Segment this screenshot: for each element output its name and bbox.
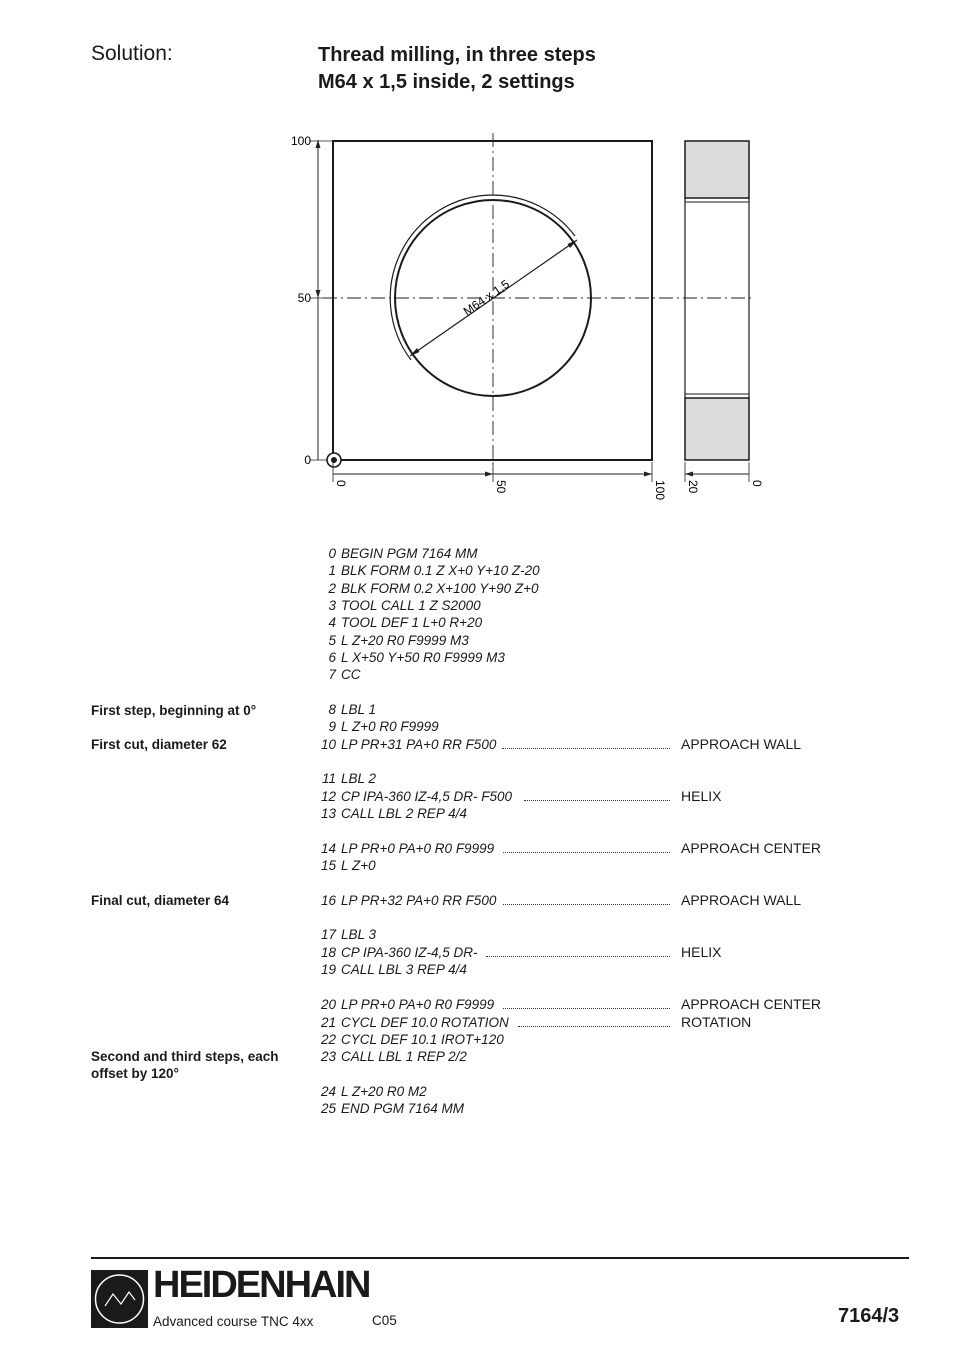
program-line: 18 CP IPA-360 IZ-4,5 DR- HELIX	[320, 944, 722, 960]
program-line: 20 LP PR+0 PA+0 R0 F9999 APPROACH CENTER	[320, 996, 822, 1012]
program-line: 24 L Z+20 R0 M2	[320, 1084, 427, 1099]
program-line: 2 BLK FORM 0.2 X+100 Y+90 Z+0	[328, 581, 539, 596]
technical-drawing	[0, 0, 954, 520]
side-label-first-step: First step, beginning at 0°	[91, 703, 257, 718]
program-line: 16 LP PR+32 PA+0 RR F500 APPROACH WALL	[320, 892, 802, 908]
side-view-bottom-block	[685, 398, 749, 460]
program-line: 15 L Z+0	[320, 858, 376, 873]
program-line: 7 CC	[328, 667, 361, 682]
program-line: 17 LBL 3	[320, 927, 377, 942]
program-line: 21 CYCL DEF 10.0 ROTATION ROTATION	[320, 1014, 752, 1030]
thread-label: M64 x 1,5	[460, 276, 512, 319]
side-view-top-block	[685, 141, 749, 198]
solution-label: Solution:	[91, 42, 173, 65]
program-line: 6 L X+50 Y+50 R0 F9999 M3	[328, 650, 505, 665]
program-line: 0 BEGIN PGM 7164 MM	[328, 546, 478, 561]
y-arrow-mid	[316, 290, 321, 298]
x-tick-50: 50	[494, 480, 508, 494]
course-code: C05	[372, 1313, 397, 1328]
side-tick-0: 0	[750, 480, 764, 487]
program-line: 22 CYCL DEF 10.1 IROT+120	[320, 1032, 504, 1047]
title-line-2: M64 x 1,5 inside, 2 settings	[318, 71, 575, 93]
program-line: 14 LP PR+0 PA+0 R0 F9999 APPROACH CENTER	[320, 840, 822, 856]
heidenhain-logo-icon	[91, 1270, 148, 1328]
x-tick-100: 100	[653, 480, 667, 501]
program-line: 23 CALL LBL 1 REP 2/2	[320, 1049, 467, 1064]
footer-rule	[91, 1257, 909, 1259]
program-line: 4 TOOL DEF 1 L+0 R+20	[328, 615, 483, 630]
program-line: 1 BLK FORM 0.1 Z X+0 Y+10 Z-20	[328, 563, 540, 578]
thread-major-arc-left	[390, 195, 493, 360]
program-line: 12 CP IPA-360 IZ-4,5 DR- F500 HELIX	[320, 788, 722, 804]
title-line-1: Thread milling, in three steps	[318, 44, 596, 66]
program-line: 19 CALL LBL 3 REP 4/4	[320, 962, 467, 977]
side-label-second-third: Second and third steps, each offset by 120°	[91, 1049, 279, 1081]
side-label-final-cut: Final cut, diameter 64	[91, 893, 230, 908]
program-line: 3 TOOL CALL 1 Z S2000	[328, 598, 481, 613]
course-name: Advanced course TNC 4xx	[153, 1314, 314, 1329]
side-tick-20: 20	[686, 480, 700, 494]
program-line: 5 L Z+20 R0 F9999 M3	[328, 633, 469, 648]
y-tick-100: 100	[290, 134, 311, 148]
program-line: 13 CALL LBL 2 REP 4/4	[320, 806, 467, 821]
program-line: 11 LBL 2	[321, 771, 377, 786]
program-line: 9 L Z+0 R0 F9999	[328, 719, 439, 734]
program-line: 25 END PGM 7164 MM	[320, 1101, 465, 1116]
program-line: 10 LP PR+31 PA+0 RR F500 APPROACH WALL	[320, 736, 802, 752]
page-number: 7164/3	[838, 1305, 900, 1327]
program-line: 8 LBL 1	[328, 702, 377, 717]
y-tick-0: 0	[304, 453, 311, 467]
x-tick-0: 0	[334, 480, 348, 487]
brand-name: HEIDENHAIN	[153, 1264, 370, 1306]
side-label-first-cut: First cut, diameter 62	[91, 737, 227, 752]
y-tick-50: 50	[297, 291, 311, 305]
